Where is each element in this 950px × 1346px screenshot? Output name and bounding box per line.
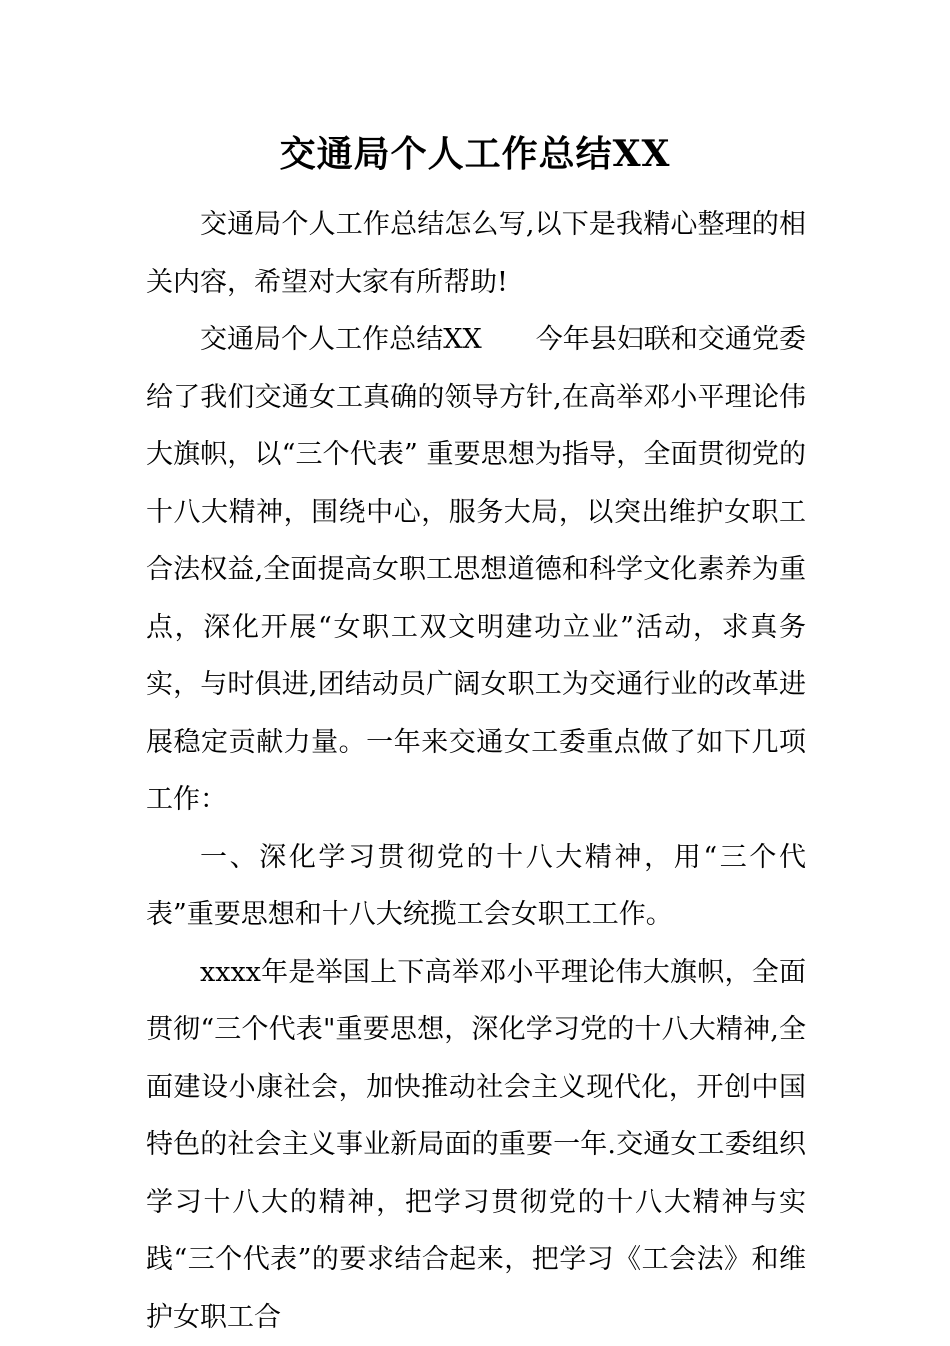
paragraph-intro: 交通局个人工作总结怎么写,以下是我精心整理的相关内容，希望对大家有所帮助! <box>146 196 806 311</box>
document-title: 交通局个人工作总结XX <box>0 128 950 180</box>
document-body <box>146 196 806 1346</box>
paragraph-year-review: xxxx年是举国上下高举邓小平理论伟大旗帜，全面贯彻“三个代表"重要思想，深化学习党的十八大精神,全面建设小康社会，加快推动社会主义现代化，开创中国特色的社会主义事业新局面的重要一年.交通女工委组织学习十八大的精神，把学习贯彻党的十八大精神与实践“三个代表”的要求结合起来，把学习《工会法》和维护女职工合 <box>146 944 806 1346</box>
paragraph-section-one: 一、深化学习贯彻党的十八大精神，用“三个代表”重要思想和十八大统揽工会女职工工作。 <box>146 829 806 944</box>
paragraph-summary: 交通局个人工作总结XX 今年县妇联和交通党委给了我们交通女工真确的领导方针,在高举邓小平理论伟大旗帜，以“三个代表” 重要思想为指导，全面贯彻党的十八大精神，围绕中心，服务大局，以突出维护女职工合法权益,全面提高女职工思想道德和科学文化素养为重点，深化开展“女职工双文明建功立业”活动，求真务实，与时俱进,团结动员广阔女职工为交通行业的改革进展稳定贡献力量。一年来交通女工委重点做了如下几项工作： <box>146 311 806 829</box>
